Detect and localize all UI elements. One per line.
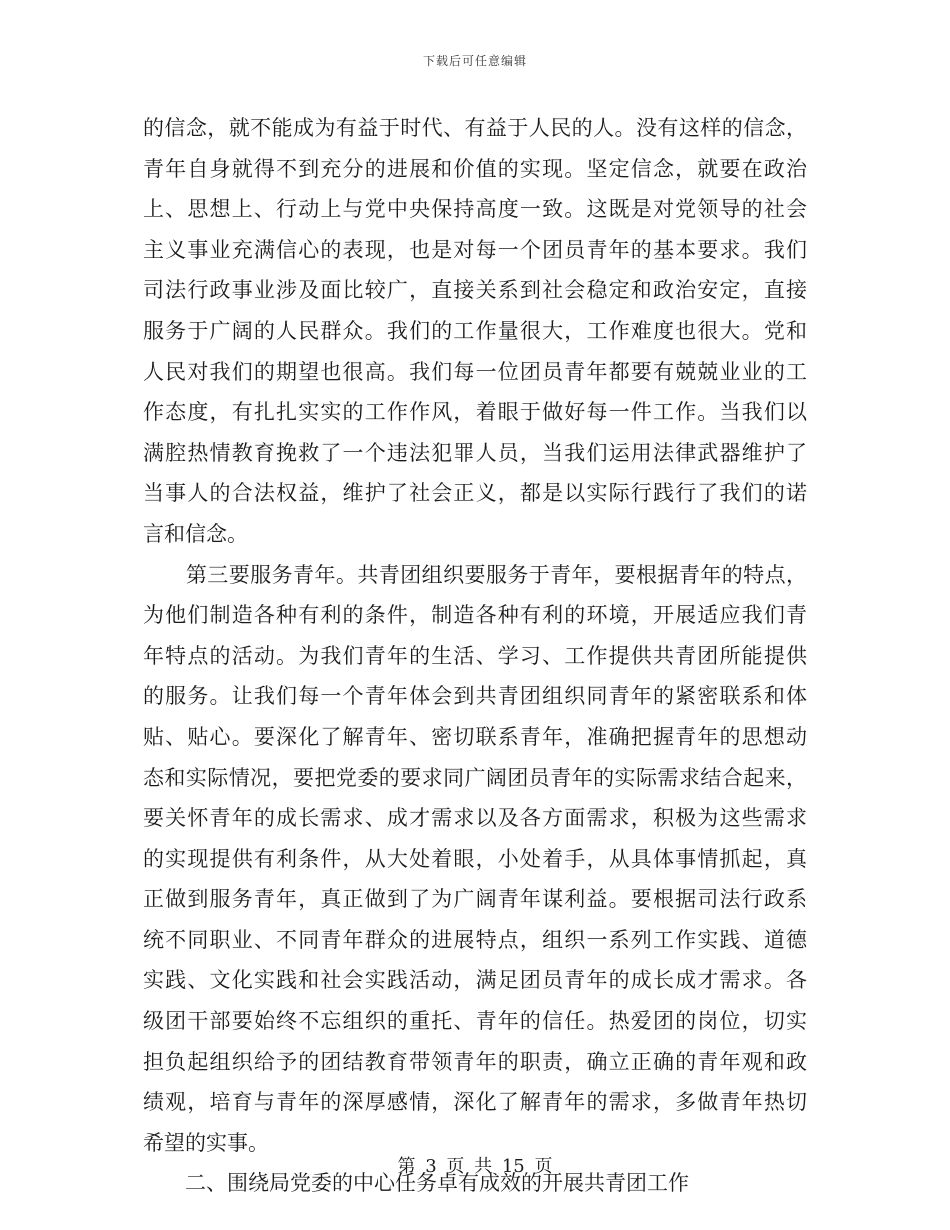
body-text: [143, 108, 807, 1204]
text-line: 为他们制造各种有利的条件，制造各种有利的环境，开展适应我们青: [143, 603, 807, 628]
text-line: 青年自身就得不到充分的进展和价值的实现。坚定信念，就要在政治: [143, 156, 807, 181]
text-line: 贴、贴心。要深化了解青年、密切联系青年，准确把握青年的思想动: [143, 724, 807, 749]
text-line: 的信念，就不能成为有益于时代、有益于人民的人。没有这样的信念，: [143, 116, 807, 140]
text-line: 态和实际情况，要把党委的要求同广阔团员青年的实际需求结合起来，: [143, 765, 807, 790]
text-line: 的服务。让我们每一个青年体会到共青团组织同青年的紧密联系和体: [143, 684, 807, 709]
text-line: 满腔热情教育挽救了一个违法犯罪人员，当我们运用法律武器维护了: [143, 440, 807, 465]
header-note: 下载后可任意编辑: [422, 54, 527, 68]
text-line: 实践、文化实践和社会实践活动，满足团员青年的成长成才需求。各: [143, 968, 807, 993]
text-line: 当事人的合法权益，维护了社会正义，都是以实际行践行了我们的诺: [143, 481, 807, 506]
page-number: 第 3 页 共 15 页: [397, 1156, 553, 1177]
text-line: 级团干部要始终不忘组织的重托、青年的信任。热爱团的岗位，切实: [143, 1009, 807, 1034]
text-line: 作态度，有扎扎实实的工作作风，着眼于做好每一件工作。当我们以: [143, 400, 807, 425]
text-line: 担负起组织给予的团结教育带领青年的职责，确立正确的青年观和政: [143, 1049, 807, 1074]
text-line: 人民对我们的期望也很高。我们每一位团员青年都要有兢兢业业的工: [143, 359, 807, 384]
text-line: 言和信念。: [143, 521, 248, 546]
text-line: 的实现提供有利条件，从大处着眼，小处着手，从具体事情抓起，真: [143, 846, 807, 871]
text-line: 年特点的活动。为我们青年的生活、学习、工作提供共青团所能提供: [143, 643, 807, 668]
text-line: 主义事业充满信心的表现，也是对每一个团员青年的基本要求。我们: [143, 237, 807, 262]
text-line: 服务于广阔的人民群众。我们的工作量很大，工作难度也很大。党和: [143, 318, 807, 343]
section-heading: 二、围绕局党委的中心任务卓有成效的开展共青团工作: [143, 1171, 689, 1196]
text-line: 上、思想上、行动上与党中央保持高度一致。这既是对党领导的社会: [143, 197, 807, 222]
text-line: 统不同职业、不同青年群众的进展特点，组织一系列工作实践、道德: [143, 927, 807, 952]
paragraph-start-line: 第三要服务青年。共青团组织要服务于青年，要根据青年的特点，: [143, 562, 807, 587]
text-line: 司法行政事业涉及面比较广，直接关系到社会稳定和政治安定，直接: [143, 278, 807, 303]
text-line: 正做到服务青年，真正做到了为广阔青年谋利益。要根据司法行政系: [143, 887, 807, 912]
text-line: 希望的实事。: [143, 1130, 269, 1155]
text-line: 绩观，培育与青年的深厚感情，深化了解青年的需求，多做青年热切: [143, 1090, 807, 1115]
text-line: 要关怀青年的成长需求、成才需求以及各方面需求，积极为这些需求: [143, 806, 807, 831]
